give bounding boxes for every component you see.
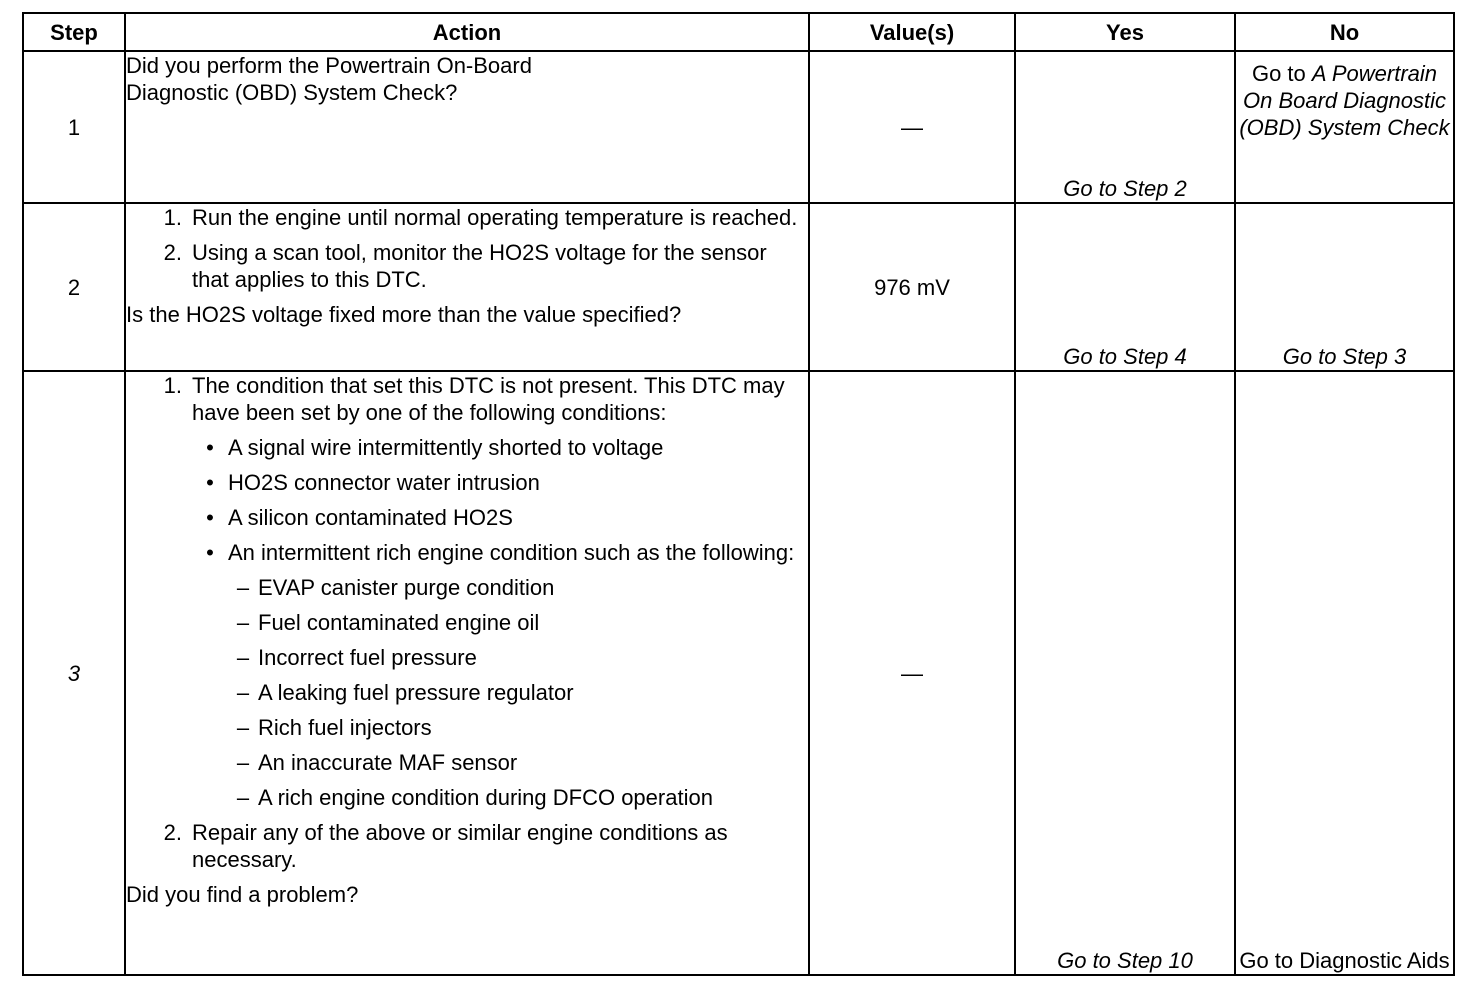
sub-item: – An inaccurate MAF sensor <box>236 750 518 775</box>
sub-item: – A leaking fuel pressure regulator <box>236 680 574 705</box>
question-text: Is the HO2S voltage fixed more than the value specified? <box>126 302 682 327</box>
item-text: Using a scan tool, monitor the HO2S voltage for the sensor that applies to this DTC. <box>192 240 767 292</box>
header-action: Action <box>125 13 809 51</box>
table-row <box>23 203 1454 371</box>
no-link[interactable]: Go to Diagnostic Aids <box>1235 371 1454 975</box>
yes-link[interactable]: Go to Step 2 <box>1015 51 1235 203</box>
item-text: Repair any of the above or similar engine conditions as necessary. <box>192 820 728 872</box>
step-number: 1 <box>23 51 125 203</box>
sub-item: – Rich fuel injectors <box>236 715 432 740</box>
question-text: Did you perform the Powertrain On-Board Diagnostic (OBD) System Check? <box>126 53 532 105</box>
table-row <box>23 371 1454 975</box>
sub-item: – EVAP canister purge condition <box>236 575 555 600</box>
action-cell <box>125 51 809 203</box>
numbered-item: 1. The condition that set this DTC is not present. This DTC may have been set by one of the following conditions: • A signal wire intermittently shorted to voltage • HO2S connector water intrusion • A silicon contaminated HO2S • An intermittent rich engine condition such as the following: – EVAP canister purge condition – Fuel contaminated engine oil – Incorrect fuel pressure – A leaking fuel pressure regulator – Rich fuel injectors – An inaccurate MAF sensor – A rich engine condition during DFCO operation <box>126 372 808 811</box>
bullet-item: • A silicon contaminated HO2S <box>206 505 513 530</box>
bullet-item: • An intermittent rich engine condition such as the following: – EVAP canister purge condition – Fuel contaminated engine oil – Incorrect fuel pressure – A leaking fuel pressure regulator – Rich fuel injectors – An inaccurate MAF sensor – A rich engine condition during DFCO operation <box>192 539 808 811</box>
numbered-item: 1. Run the engine until normal operating temperature is reached. <box>126 204 808 231</box>
sub-item: – Incorrect fuel pressure <box>236 645 477 670</box>
action-cell <box>125 203 809 371</box>
action-cell <box>125 371 809 975</box>
no-prefix: Go to <box>1251 61 1306 86</box>
header-values: Value(s) <box>809 13 1015 51</box>
numbered-item: 2. Repair any of the above or similar engine conditions as necessary. <box>126 819 808 873</box>
bullet-item: • A signal wire intermittently shorted to voltage <box>206 435 664 460</box>
no-cell <box>1235 51 1454 203</box>
no-link[interactable]: A Powertrain On Board Diagnostic (OBD) System Check <box>1239 61 1450 140</box>
header-no: No <box>1235 13 1454 51</box>
value-cell: — <box>809 371 1015 975</box>
item-text: The condition that set this DTC is not present. This DTC may have been set by one of the following conditions: <box>192 373 785 425</box>
header-step: Step <box>23 13 125 51</box>
step-number: 3 <box>23 371 125 975</box>
diagnostic-table <box>22 12 1455 976</box>
item-text: Run the engine until normal operating temperature is reached. <box>192 205 798 230</box>
bullet-item: • HO2S connector water intrusion <box>206 470 540 495</box>
sub-item: – A rich engine condition during DFCO operation <box>236 785 713 810</box>
no-link[interactable]: Go to Step 3 <box>1235 203 1454 371</box>
question-text: Did you find a problem? <box>126 882 359 907</box>
header-yes: Yes <box>1015 13 1235 51</box>
step-number: 2 <box>23 203 125 371</box>
sub-item: – Fuel contaminated engine oil <box>236 610 540 635</box>
table-row <box>23 51 1454 203</box>
yes-link[interactable]: Go to Step 10 <box>1015 371 1235 975</box>
numbered-item: 2. Using a scan tool, monitor the HO2S voltage for the sensor that applies to this DTC. <box>126 239 808 293</box>
yes-link[interactable]: Go to Step 4 <box>1015 203 1235 371</box>
value-cell: 976 mV <box>809 203 1015 371</box>
value-cell: — <box>809 51 1015 203</box>
header-row <box>23 13 1454 51</box>
